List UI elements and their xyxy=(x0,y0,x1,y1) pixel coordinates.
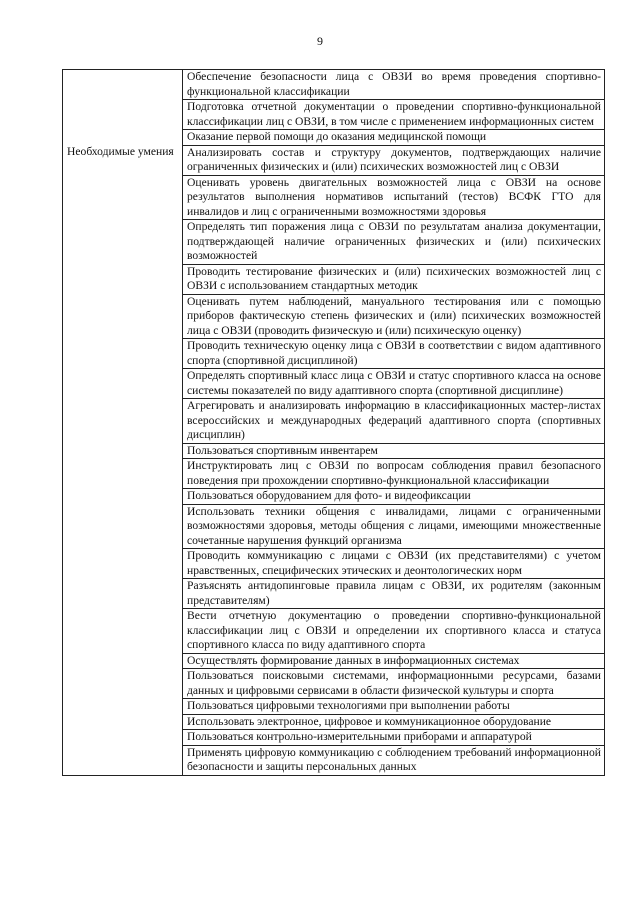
row-text-cell: Применять цифровую коммуникацию с соблюдением требований информационной безопасности и защиты персональных данных xyxy=(183,745,605,775)
table-row xyxy=(63,504,605,549)
row-text-cell: Проводить техническую оценку лица с ОВЗИ в соответствии с видом адаптивного спорта (спортивной дисциплиной) xyxy=(183,339,605,369)
row-text-cell: Инструктировать лиц с ОВЗИ по вопросам соблюдения правил безопасного поведения при прохождении спортивно-функциональной классификации xyxy=(183,459,605,489)
table-row xyxy=(63,443,605,459)
table-row xyxy=(63,264,605,294)
table-row xyxy=(63,399,605,444)
row-label-cell xyxy=(63,549,183,579)
table-row xyxy=(63,130,605,146)
row-label-cell xyxy=(63,653,183,669)
row-text-cell: Агрегировать и анализировать информацию в классификационных мастер-листах всероссийских и международных федераций адаптивного спорта (спортивных дисциплин) xyxy=(183,399,605,444)
row-label-cell xyxy=(63,369,183,399)
table-row xyxy=(63,100,605,130)
row-label-cell xyxy=(63,745,183,775)
table-row xyxy=(63,579,605,609)
row-label-cell xyxy=(63,504,183,549)
table-row xyxy=(63,459,605,489)
row-label-cell xyxy=(63,399,183,444)
row-text-cell: Проводить коммуникацию с лицами с ОВЗИ (их представителями) с учетом нравственных, специфических этических и деонтологических норм xyxy=(183,549,605,579)
table-row xyxy=(63,714,605,730)
page-number: 9 xyxy=(317,34,323,48)
row-text-cell: Пользоваться цифровыми технологиями при выполнении работы xyxy=(183,699,605,715)
row-label-cell xyxy=(63,609,183,654)
row-label-cell xyxy=(63,70,183,100)
row-label-cell: Необходимые умения xyxy=(63,145,183,175)
table-row xyxy=(63,549,605,579)
row-label-cell xyxy=(63,489,183,505)
row-label-cell xyxy=(63,130,183,146)
row-label-cell xyxy=(63,443,183,459)
row-text-cell: Анализировать состав и структуру документов, подтверждающих наличие ограниченных физических и (или) психических возможностей лиц с ОВЗИ xyxy=(183,145,605,175)
table-row xyxy=(63,745,605,775)
row-text-cell: Подготовка отчетной документации о проведении спортивно-функциональной классификации лиц с ОВЗИ, в том числе с применением информационных систем xyxy=(183,100,605,130)
row-label-cell xyxy=(63,175,183,220)
row-text-cell: Проводить тестирование физических и (или) психических возможностей лиц с ОВЗИ с использованием стандартных методик xyxy=(183,264,605,294)
row-text-cell: Пользоваться поисковыми системами, информационными ресурсами, базами данных и цифровыми сервисами в области физической культуры и спорта xyxy=(183,669,605,699)
table-row xyxy=(63,369,605,399)
table-row xyxy=(63,699,605,715)
table-row xyxy=(63,220,605,265)
row-text-cell: Определять спортивный класс лица с ОВЗИ и статус спортивного класса на основе системы показателей по виду адаптивного спорта (спортивной дисциплине) xyxy=(183,369,605,399)
table-row xyxy=(63,669,605,699)
row-text-cell: Определять тип поражения лица с ОВЗИ по результатам анализа документации, подтверждающей наличие ограниченных физических и (или) психических возможностей xyxy=(183,220,605,265)
row-text-cell: Использовать техники общения с инвалидами, лицами с ограниченными возможностями здоровья, методы общения с лицами, имеющими множественные сочетанные нарушения функций организма xyxy=(183,504,605,549)
row-label-cell xyxy=(63,579,183,609)
table-body xyxy=(63,70,605,776)
row-text-cell: Осуществлять формирование данных в информационных системах xyxy=(183,653,605,669)
row-text-cell: Пользоваться спортивным инвентарем xyxy=(183,443,605,459)
table-row xyxy=(63,175,605,220)
row-label-cell xyxy=(63,220,183,265)
row-text-cell: Пользоваться контрольно-измерительными приборами и аппаратурой xyxy=(183,730,605,746)
row-label-cell xyxy=(63,264,183,294)
row-text-cell: Использовать электронное, цифровое и коммуникационное оборудование xyxy=(183,714,605,730)
row-text-cell: Пользоваться оборудованием для фото- и видеофиксации xyxy=(183,489,605,505)
row-text-cell: Оценивать путем наблюдений, мануального тестирования или с помощью приборов фактическую степень физических и (или) психических возможностей лица с ОВЗИ (проводить физическую и (или) психическую оценку) xyxy=(183,294,605,339)
row-label-cell xyxy=(63,699,183,715)
row-text-cell: Оценивать уровень двигательных возможностей лица с ОВЗИ на основе результатов выполнения нормативов испытаний (тестов) ВСФК ГТО для инвалидов и лиц с ограниченными возможностями здоровья xyxy=(183,175,605,220)
row-label-cell xyxy=(63,100,183,130)
table-row xyxy=(63,653,605,669)
row-text-cell: Обеспечение безопасности лица с ОВЗИ во время проведения спортивно-функциональной классификации xyxy=(183,70,605,100)
row-label-cell xyxy=(63,714,183,730)
row-text-cell: Вести отчетную документацию о проведении спортивно-функциональной классификации лиц с ОВЗИ и определении их спортивного класса и статуса спортивного класса по виду адаптивного спорта xyxy=(183,609,605,654)
row-label-cell xyxy=(63,669,183,699)
competency-table xyxy=(62,69,605,776)
row-label-cell xyxy=(63,339,183,369)
row-text-cell: Оказание первой помощи до оказания медицинской помощи xyxy=(183,130,605,146)
row-label-cell xyxy=(63,459,183,489)
row-label-cell xyxy=(63,730,183,746)
table-row xyxy=(63,489,605,505)
table-row xyxy=(63,339,605,369)
table-row xyxy=(63,730,605,746)
row-text-cell: Разъяснять антидопинговые правила лицам с ОВЗИ, их родителям (законным представителям) xyxy=(183,579,605,609)
row-label-cell xyxy=(63,294,183,339)
table-row xyxy=(63,609,605,654)
table-row xyxy=(63,70,605,100)
table-row xyxy=(63,145,605,175)
table-row xyxy=(63,294,605,339)
